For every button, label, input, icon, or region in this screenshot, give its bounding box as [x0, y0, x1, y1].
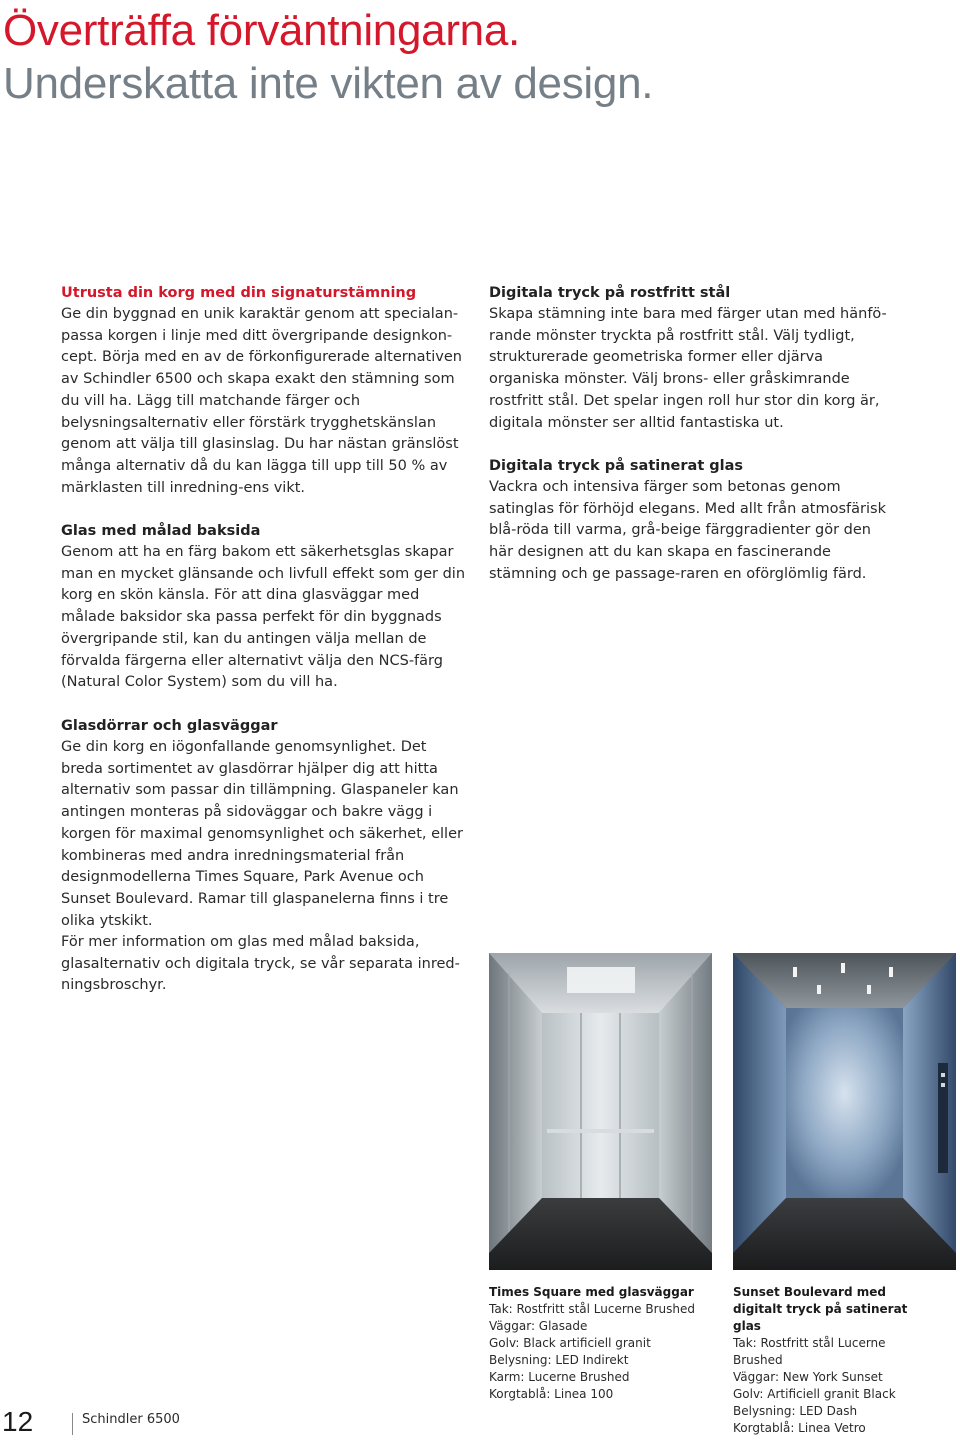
caption-line: Belysning: LED Indirekt	[489, 1353, 629, 1367]
page-headline	[3, 4, 653, 110]
caption-sunset-boulevard	[733, 1284, 933, 1437]
section-title: Glas med målad baksida	[61, 523, 261, 539]
caption-line: Tak: Rostfritt stål Lucerne Brushed	[489, 1302, 695, 1316]
section-more-info	[61, 932, 461, 997]
caption-line: Väggar: Glasade	[489, 1319, 588, 1333]
caption-times-square	[489, 1284, 709, 1403]
caption-line: Golv: Artificiell granit Black	[733, 1387, 896, 1401]
section-body: Skapa stämning inte bara med färger utan med hänfö-rande mönster tryckta på rostfritt stål. Välj tydligt, strukturerade geometriska former eller djärva organiska mönster. Välj brons- eller gråskimrande rostfritt stål. Det spelar ingen roll hur stor din korg är, digitala mönster ser alltid fantastiska ut.	[489, 306, 887, 431]
section-glass-doors	[61, 715, 471, 932]
headline-line-1: Överträffa förväntningarna.	[3, 6, 520, 55]
section-body: För mer information om glas med målad baksida, glasalternativ och digitala tryck, se vår separata inred-ningsbroschyr.	[61, 934, 460, 994]
section-digital-glass	[489, 455, 889, 586]
caption-title: Sunset Boulevard med digitalt tryck på satinerat glas	[733, 1285, 908, 1333]
section-painted-glass	[61, 520, 471, 694]
footer-brand: Schindler 6500	[82, 1412, 180, 1427]
sunset-boulevard-photo	[733, 953, 956, 1270]
section-signature	[61, 282, 471, 499]
section-body: Ge din korg en iögonfallande genomsynlighet. Det breda sortimentet av glasdörrar hjälper dig att hitta alternativ som passar din tillämpning. Glaspaneler kan antingen monteras på sidoväggar och bakre vägg i korgen för maximal genomsynlighet och säkerhet, eller kombineras med andra inredningsmaterial från designmodellerna Times Square, Park Avenue och Sunset Boulevard. Ramar till glaspanelerna finns i tre olika ytskikt.	[61, 739, 463, 929]
caption-line: Tak: Rostfritt stål Lucerne Brushed	[733, 1336, 886, 1367]
caption-title: Times Square med glasväggar	[489, 1285, 694, 1299]
caption-line: Golv: Black artificiell granit	[489, 1336, 651, 1350]
section-title: Digitala tryck på satinerat glas	[489, 458, 744, 474]
section-body: Ge din byggnad en unik karaktär genom att specialan-passa korgen i linje med ditt övergripande designkon-cept. Börja med en av de förkonfigurerade alternativen av Schindler 6500 och skapa exakt den stämning som du vill ha. Lägg till matchande färger och belysningsalternativ eller förstärk trygghetskänslan genom att välja till glasinslag. Du har nästan gränslöst många alternativ då du kan lägga till upp till 50 % av märklasten till inredning-ens vikt.	[61, 306, 462, 496]
headline-line-2: Underskatta inte vikten av design.	[3, 59, 654, 108]
section-title: Digitala tryck på rostfritt stål	[489, 285, 731, 301]
caption-line: Korgtablå: Linea Vetro	[733, 1421, 866, 1435]
section-digital-steel	[489, 282, 889, 434]
section-body: Genom att ha en färg bakom ett säkerhetsglas skapar man en mycket glänsande och livfull effekt som ger din korg en skön känsla. För att dina glasväggar med målade baksidor ska passa perfekt för din byggnads övergripande stil, kan du antingen välja mellan de förvalda färgerna eller alternativt välja den NCS-färg (Natural Color System) som du vill ha.	[61, 544, 466, 691]
page-number: 12	[2, 1406, 34, 1437]
caption-line: Belysning: LED Dash	[733, 1404, 858, 1418]
section-body: Vackra och intensiva färger som betonas genom satinglas för förhöjd elegans. Med allt från atmosfärisk blå-röda till varma, grå-beige färggradienter gör den här designen att du kan skapa en fascinerande stämning och ge passage-raren en oförglömlig färd.	[489, 479, 886, 582]
caption-line: Karm: Lucerne Brushed	[489, 1370, 630, 1384]
caption-line: Korgtablå: Linea 100	[489, 1387, 614, 1401]
footer-divider	[72, 1413, 73, 1435]
times-square-photo	[489, 953, 712, 1270]
section-title: Utrusta din korg med din signaturstämning	[61, 285, 417, 301]
caption-line: Väggar: New York Sunset	[733, 1370, 883, 1384]
section-title: Glasdörrar och glasväggar	[61, 718, 278, 734]
